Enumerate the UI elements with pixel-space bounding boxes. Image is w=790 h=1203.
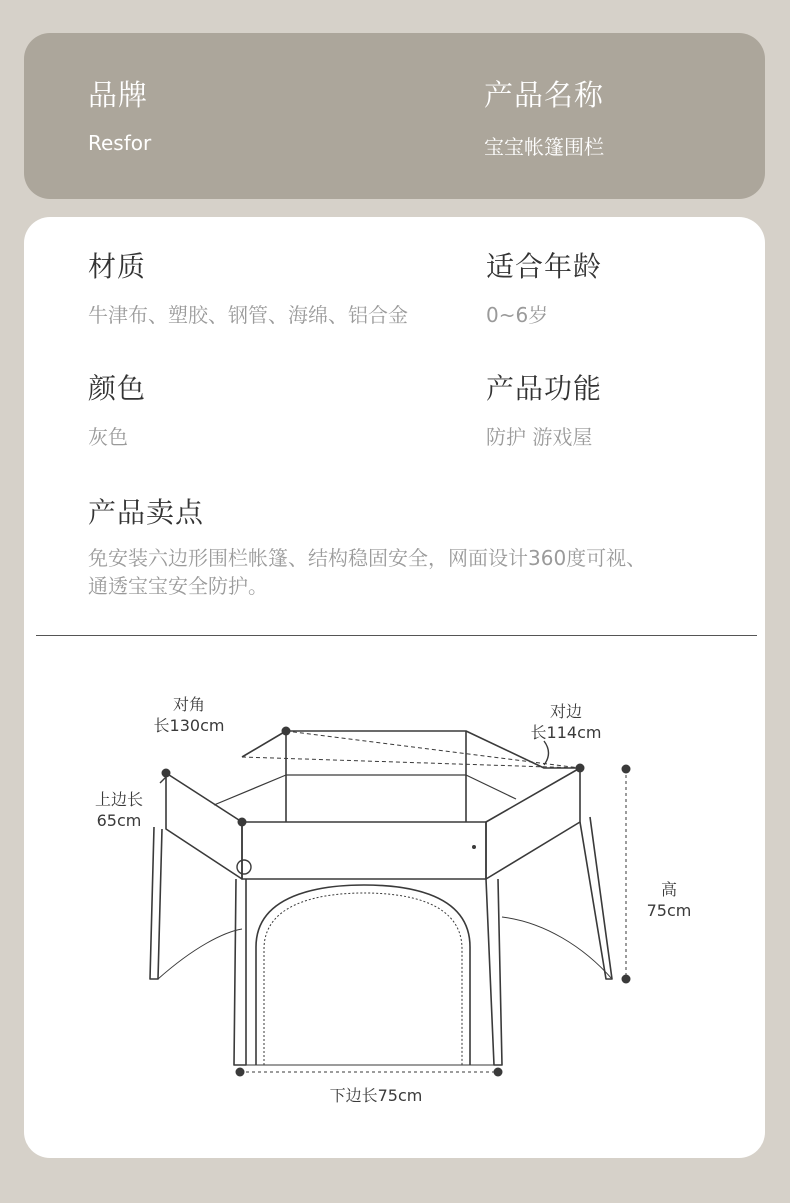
- brand-label: 品牌: [88, 78, 149, 112]
- marker-dot-height-bottom: [622, 975, 631, 984]
- opposite-edge-arrow: [544, 741, 549, 765]
- marker-dot-front-left: [238, 818, 247, 827]
- mesh-edge-left: [158, 929, 242, 979]
- material-label: 材质: [88, 250, 147, 283]
- color-value: 灰色: [88, 425, 128, 449]
- bottom-edge-label: 下边长75cm: [329, 1086, 423, 1105]
- product-name-value: 宝宝帐篷围栏: [484, 135, 604, 159]
- top-edge-arrow: [160, 777, 166, 783]
- function-label: 产品功能: [486, 372, 603, 405]
- age-label: 适合年龄: [486, 250, 603, 283]
- right-rear-leg: [580, 817, 612, 979]
- height-label-2: 75cm: [646, 901, 692, 920]
- function-value: 防护 游戏屋: [486, 425, 593, 449]
- door-arch-zipper: [264, 893, 462, 1065]
- marker-dot-bottom-right: [494, 1068, 503, 1077]
- diagonal-label-1: 对角: [172, 695, 206, 714]
- material-value: 牛津布、塑胶、钢管、海绵、铝合金: [88, 303, 408, 327]
- door-arch-outer: [256, 885, 470, 1065]
- color-label: 颜色: [88, 372, 147, 405]
- top-edge-label-2: 65cm: [96, 811, 142, 830]
- selling-point-line-2: 通透宝宝安全防护。: [88, 574, 268, 598]
- right-front-leg: [486, 879, 502, 1065]
- opposite-label-2: 长114cm: [530, 723, 602, 742]
- side-clip: [237, 860, 251, 874]
- inner-back-rim: [214, 775, 516, 805]
- mesh-edge-right: [502, 917, 612, 979]
- brand-value: Resfor: [88, 131, 152, 155]
- spec-detail-card: [24, 217, 765, 1158]
- diagonal-label-2: 长130cm: [153, 716, 225, 735]
- height-label-1: 高: [660, 880, 678, 899]
- selling-point-line-1: 免安装六边形围栏帐篷、结构稳固安全，网面设计360度可视、: [88, 546, 647, 570]
- opposite-label-1: 对边: [549, 702, 583, 721]
- selling-point-label: 产品卖点: [88, 496, 205, 529]
- panel-button-dot: [472, 845, 476, 849]
- spec-header-card: [24, 33, 765, 199]
- left-front-panel: [166, 773, 242, 879]
- marker-dot-bottom-left: [236, 1068, 245, 1077]
- front-panel: [242, 822, 486, 879]
- playpen-dimension-diagram: [24, 217, 765, 1158]
- marker-dot-height-top: [622, 765, 631, 774]
- age-value: 0~6岁: [486, 303, 549, 327]
- left-rear-leg: [150, 827, 162, 979]
- marker-dot-back-left: [282, 727, 291, 736]
- product-name-label: 产品名称: [484, 78, 605, 112]
- marker-dot-right: [576, 764, 585, 773]
- left-front-leg: [234, 879, 246, 1065]
- right-front-panel: [486, 768, 580, 879]
- diagonal-measure-line: [242, 757, 580, 768]
- marker-dot-top-left: [162, 769, 171, 778]
- top-edge-label-1: 上边长: [94, 790, 144, 809]
